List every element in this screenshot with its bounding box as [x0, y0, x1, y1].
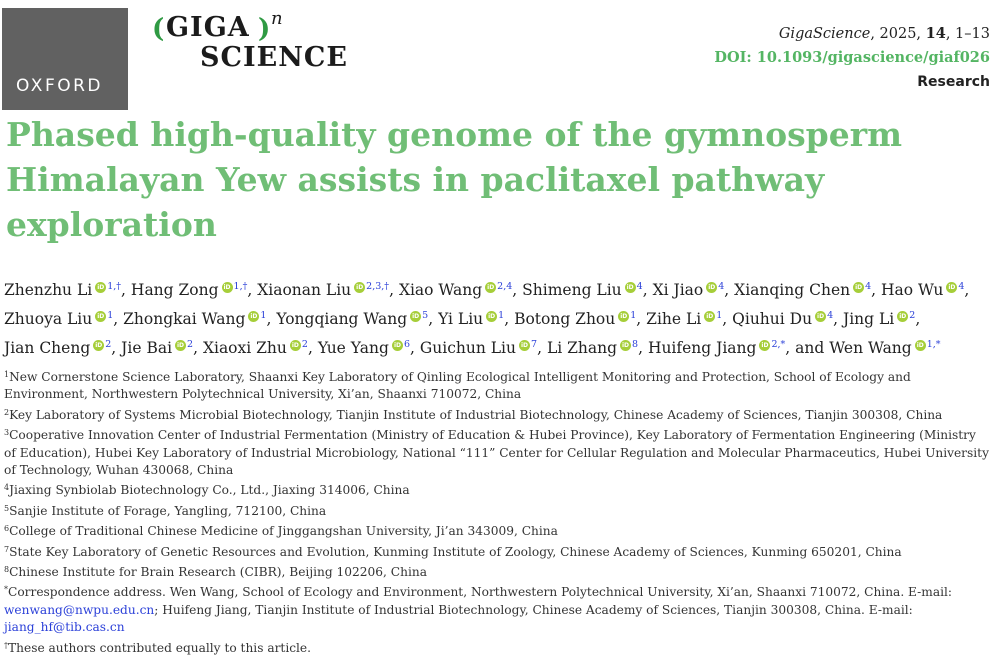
affiliation: [4, 479, 989, 499]
author-affiliation-ref: 1,†: [233, 281, 248, 292]
author: [420, 339, 542, 357]
affiliation-text: Cooperative Innovation Center of Industrial Fermentation (Ministry of Education & Hubei Province), Key Laboratory of Fermentation Engineering (Ministry of Education), Hubei Key Laboratory of Industrial Microbiology, National “111” Center for Cellular Regulation and Molecular Pharmaceutics, Hubei University of Technology, Wuhan 430068, China: [4, 428, 989, 478]
orcid-icon[interactable]: iD: [487, 284, 495, 291]
affiliation-number: 7: [4, 544, 10, 554]
author-separator: ,: [722, 310, 728, 328]
author-affiliation-ref: 1: [716, 310, 723, 321]
author: [514, 310, 641, 328]
orcid-icon[interactable]: iD: [488, 313, 496, 320]
author-separator: ,: [642, 281, 648, 299]
author-name: Yi Liu: [438, 310, 484, 328]
orcid-icon[interactable]: iD: [177, 342, 185, 349]
author-affiliation-ref: 2: [187, 339, 194, 350]
author-name: Xiao Wang: [398, 281, 483, 299]
author-separator: ,: [111, 339, 117, 357]
orcid-icon[interactable]: iD: [626, 284, 634, 291]
author-affiliation-ref: 4: [636, 281, 643, 292]
author-name: Xi Jiao: [652, 281, 704, 299]
logo-paren-close: ): [258, 14, 271, 44]
article-meta: [714, 22, 990, 94]
email-link-wen-wang[interactable]: wenwang@nwpu.edu.cn: [4, 602, 155, 617]
affiliations: [4, 366, 989, 657]
orcid-icon[interactable]: iD: [621, 342, 630, 349]
author: [653, 281, 730, 299]
affiliation-text: Jiaxing Synbiolab Biotechnology Co., Ltd., Jiaxing 314006, China: [9, 483, 410, 498]
author-name: Jian Cheng: [4, 339, 91, 357]
author-separator: ,: [638, 339, 643, 357]
author: [4, 339, 116, 357]
author: [121, 339, 198, 357]
affiliation: [4, 541, 989, 561]
author-affiliation-ref: 7: [531, 339, 538, 350]
author-separator: ,: [266, 310, 272, 328]
orcid-icon[interactable]: iD: [761, 342, 769, 349]
author: [123, 310, 271, 328]
author: [4, 310, 118, 328]
author-affiliation-ref: 2,3,†: [366, 281, 390, 292]
affiliation: [4, 424, 989, 479]
author-affiliation-ref: 1: [630, 310, 637, 321]
affiliation-text: College of Traditional Chinese Medicine of Jinggangshan University, Ji’an 343009, China: [9, 524, 558, 539]
author-name: Li Zhang: [546, 339, 618, 357]
affiliation-text: Sanjie Institute of Forage, Yangling, 712100, China: [9, 503, 327, 518]
affiliation: [4, 404, 989, 424]
orcid-icon[interactable]: iD: [855, 284, 863, 291]
affiliation-text: Key Laboratory of Systems Microbial Biotechnology, Tianjin Institute of Industrial Biotechnology, Chinese Academy of Sciences, Tianjin 300308, China: [9, 407, 943, 422]
affiliation-number: 8: [4, 565, 10, 575]
author: [203, 339, 313, 357]
author: [843, 310, 920, 328]
author-name: Hang Zong: [130, 281, 219, 299]
gigascience-logo: [150, 6, 360, 80]
author-separator: ,: [537, 339, 542, 357]
author: [795, 339, 940, 357]
author-affiliation-ref: 4: [718, 281, 725, 292]
logo-superscript: n: [271, 8, 283, 29]
affiliation-list: [4, 366, 989, 581]
author: [522, 281, 647, 299]
orcid-icon[interactable]: iD: [948, 284, 956, 291]
doi-label: DOI:: [714, 49, 757, 66]
author-affiliation-ref: 1: [260, 310, 267, 321]
orcid-icon[interactable]: iD: [250, 313, 258, 320]
correspondence: [4, 581, 989, 636]
correspondence-text-1: Correspondence address. Wen Wang, School of Ecology and Environment, Northwestern Polytechnical University, Xi’an, Shaanxi 710072, China. E-mail:: [8, 585, 953, 600]
article-type: Research: [917, 74, 990, 90]
author-list: [4, 274, 989, 361]
citation-volume: 14: [925, 25, 946, 42]
author: [131, 281, 252, 299]
equal-contribution-note: [4, 637, 989, 657]
author: [881, 281, 969, 299]
author-affiliation-ref: 1: [107, 310, 114, 321]
correspondence-text-2: ; Huifeng Jiang, Tianjin Institute of Industrial Biotechnology, Chinese Academy of Sciences, Tianjin 300308, China. E-mail:: [154, 602, 913, 617]
author: [318, 339, 415, 357]
orcid-icon[interactable]: iD: [412, 313, 420, 320]
logo-science: SCIENCE: [200, 42, 348, 73]
citation-pages: , 1–13: [945, 26, 990, 42]
citation-year: , 2025,: [870, 26, 926, 42]
logo-paren-open: (: [152, 14, 165, 44]
author-affiliation-ref: 5: [422, 310, 429, 321]
author: [648, 339, 790, 357]
author: [438, 310, 509, 328]
author: [399, 281, 517, 299]
author: [646, 310, 727, 328]
author-separator: ,: [724, 281, 730, 299]
author-name: Jie Bai: [121, 339, 173, 357]
orcid-icon[interactable]: iD: [97, 284, 105, 291]
author: [732, 310, 838, 328]
author-separator: ,: [121, 281, 126, 299]
article-title: Phased high-quality genome of the gymnosperm Himalayan Yew assists in paclitaxel pathway exploration: [6, 115, 903, 244]
orcid-icon[interactable]: iD: [706, 313, 714, 320]
author-separator: ,: [512, 281, 518, 299]
oxford-logo: [2, 8, 128, 110]
author: [4, 281, 126, 299]
author-separator: ,: [247, 281, 253, 299]
author-separator: ,: [915, 310, 921, 328]
doi-link[interactable]: 10.1093/gigascience/giaf026: [756, 49, 990, 66]
orcid-icon[interactable]: iD: [356, 284, 364, 291]
author-name: Huifeng Jiang: [647, 339, 757, 357]
orcid-icon[interactable]: iD: [520, 342, 529, 349]
author-affiliation-ref: 8: [632, 339, 639, 350]
author-name: Yue Yang: [317, 339, 389, 357]
author-separator: ,: [785, 339, 791, 357]
author-affiliation-ref: 1: [498, 310, 505, 321]
journal-name: GigaScience: [778, 26, 871, 42]
affiliation: [4, 366, 989, 404]
author-name: Zhuoya Liu: [4, 310, 93, 328]
affiliation-number: 6: [4, 524, 10, 534]
author-name: Qiuhui Du: [732, 310, 813, 328]
orcid-icon[interactable]: iD: [899, 313, 907, 320]
author-separator: ,: [428, 310, 434, 328]
author-name: Xianqing Chen: [734, 281, 851, 299]
doi-line: [714, 46, 990, 70]
author-affiliation-ref: 2: [909, 310, 916, 321]
orcid-icon[interactable]: iD: [916, 342, 924, 349]
author: [257, 281, 394, 299]
author-separator: ,: [410, 339, 415, 357]
author-name: Zihe Li: [646, 310, 702, 328]
affiliation-number: 3: [4, 428, 10, 438]
orcid-icon[interactable]: iD: [95, 342, 103, 349]
author-affiliation-ref: 4: [827, 310, 834, 321]
affiliation: [4, 561, 989, 581]
author-separator: ,: [113, 310, 119, 328]
affiliation-text: State Key Laboratory of Genetic Resources and Evolution, Kunming Institute of Zoology, Chinese Academy of Sciences, Kunming 650201, China: [9, 544, 902, 559]
correspondence-mark: *: [4, 585, 8, 595]
author-name: and Wen Wang: [795, 339, 912, 357]
author-separator: ,: [307, 339, 313, 357]
oxford-logo-text: OXFORD: [16, 76, 104, 96]
author-name: Hao Wu: [881, 281, 944, 299]
author: [276, 310, 433, 328]
author-affiliation-ref: 2: [301, 339, 308, 350]
author-affiliation-ref: 1,*: [926, 339, 941, 350]
author-separator: ,: [193, 339, 199, 357]
author-separator: ,: [871, 281, 877, 299]
equal-contribution-mark: †: [4, 640, 8, 650]
author-name: Zhenzhu Li: [4, 281, 93, 299]
author-affiliation-ref: 2,4: [497, 281, 513, 292]
author-separator: ,: [833, 310, 839, 328]
author-affiliation-ref: 4: [865, 281, 872, 292]
author-name: Guichun Liu: [419, 339, 517, 357]
author-affiliation-ref: 6: [403, 339, 411, 350]
author-name: Yongqiang Wang: [276, 310, 408, 328]
orcid-icon[interactable]: iD: [708, 284, 716, 291]
author-name: Botong Zhou: [514, 310, 616, 328]
author-name: Shimeng Liu: [522, 281, 622, 299]
orcid-icon[interactable]: iD: [393, 342, 401, 349]
author-affiliation-ref: 2: [105, 339, 112, 350]
orcid-icon[interactable]: iD: [620, 313, 628, 320]
email-link-huifeng-jiang[interactable]: jiang_hf@tib.cas.cn: [4, 620, 125, 635]
orcid-icon[interactable]: iD: [291, 342, 299, 349]
affiliation: [4, 520, 989, 540]
affiliation-number: 4: [4, 483, 10, 493]
author: [734, 281, 876, 299]
affiliation-number: 2: [4, 407, 10, 417]
affiliation-number: 1: [4, 370, 10, 379]
author-name: Jing Li: [843, 310, 895, 328]
affiliation-text: New Cornerstone Science Laboratory, Shaanxi Key Laboratory of Qinling Ecological Intelligent Monitoring and Protection, School of Ecology and Environment, Northwestern Polytechnical University, Xi’an, Shaanxi 710072, China: [4, 370, 911, 402]
author-separator: ,: [389, 281, 394, 299]
author-affiliation-ref: 2,*: [771, 339, 786, 350]
equal-contribution-text: These authors contributed equally to this article.: [8, 640, 312, 655]
citation: [714, 22, 990, 46]
author-affiliation-ref: 1,†: [107, 281, 122, 292]
affiliation-number: 5: [4, 503, 10, 513]
orcid-icon[interactable]: iD: [817, 313, 825, 320]
logo-giga: GIGA: [166, 12, 250, 43]
author-name: Xiaoxi Zhu: [202, 339, 287, 357]
author-name: Zhongkai Wang: [123, 310, 246, 328]
orcid-icon[interactable]: iD: [97, 313, 105, 320]
affiliation-text: Chinese Institute for Brain Research (CIBR), Beijing 102206, China: [9, 565, 427, 580]
author-separator: ,: [636, 310, 642, 328]
orcid-icon[interactable]: iD: [223, 284, 231, 291]
affiliation: [4, 500, 989, 520]
author-separator: ,: [504, 310, 510, 328]
author-name: Xiaonan Liu: [257, 281, 352, 299]
author-separator: ,: [964, 281, 970, 299]
author: [547, 339, 643, 357]
author-affiliation-ref: 4: [958, 281, 965, 292]
